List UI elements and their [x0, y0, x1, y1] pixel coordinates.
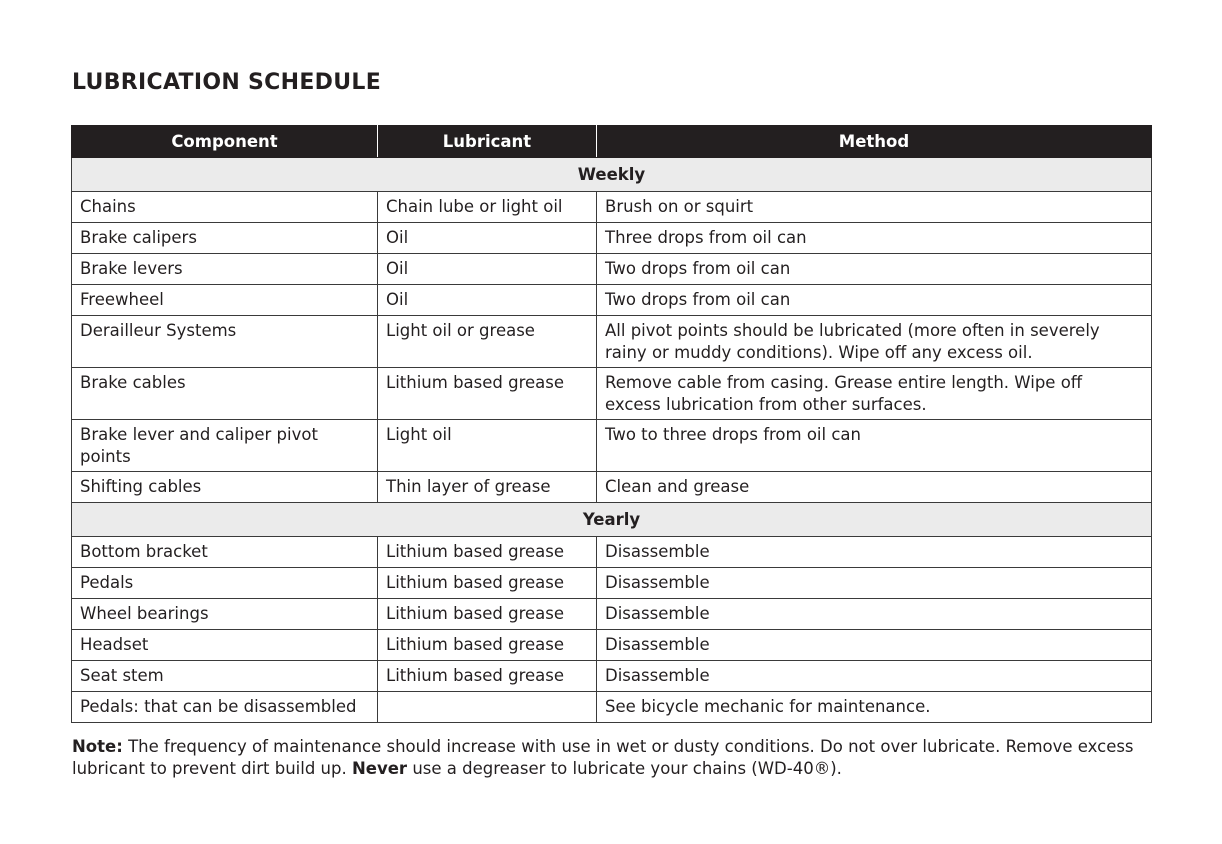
lubricant-cell: Lithium based grease: [378, 537, 597, 568]
lubricant-cell: Chain lube or light oil: [378, 192, 597, 223]
section-row: [72, 158, 1152, 192]
component-cell: Brake levers: [72, 254, 378, 285]
table-row: [72, 537, 1152, 568]
component-cell: Brake cables: [72, 368, 378, 420]
lubricant-cell: Lithium based grease: [378, 599, 597, 630]
table-body: [72, 158, 1152, 723]
lubricant-cell: Lithium based grease: [378, 630, 597, 661]
component-cell: Headset: [72, 630, 378, 661]
footnote: [72, 736, 1152, 780]
table-row: [72, 661, 1152, 692]
method-cell: Clean and grease: [597, 472, 1152, 503]
component-cell: Shifting cables: [72, 472, 378, 503]
lubricant-cell: Lithium based grease: [378, 661, 597, 692]
section-label: Yearly: [72, 503, 1152, 537]
section-label: Weekly: [72, 158, 1152, 192]
table-row: [72, 223, 1152, 254]
table-header-row: [72, 126, 1152, 158]
component-cell: Chains: [72, 192, 378, 223]
table-row: [72, 568, 1152, 599]
component-cell: Bottom bracket: [72, 537, 378, 568]
table-row: [72, 316, 1152, 368]
method-cell: All pivot points should be lubricated (more often in severely rainy or muddy conditions). Wipe off any excess oil.: [597, 316, 1152, 368]
method-cell: Disassemble: [597, 599, 1152, 630]
method-cell: Disassemble: [597, 661, 1152, 692]
table-row: [72, 472, 1152, 503]
method-cell: Two drops from oil can: [597, 254, 1152, 285]
component-cell: Wheel bearings: [72, 599, 378, 630]
section-row: [72, 503, 1152, 537]
table-row: [72, 368, 1152, 420]
method-cell: Brush on or squirt: [597, 192, 1152, 223]
component-cell: Pedals: that can be disassembled: [72, 692, 378, 723]
page-title: LUBRICATION SCHEDULE: [72, 70, 382, 95]
lubricant-cell: Lithium based grease: [378, 568, 597, 599]
method-cell: Disassemble: [597, 568, 1152, 599]
component-cell: Brake lever and caliper pivot points: [72, 420, 378, 472]
note-emphasis: Never: [351, 759, 408, 778]
table-row: [72, 192, 1152, 223]
method-cell: Disassemble: [597, 630, 1152, 661]
table-row: [72, 599, 1152, 630]
lubricant-cell: Light oil: [378, 420, 597, 472]
note-label: Note:: [72, 737, 123, 756]
header-lubricant: Lubricant: [378, 126, 597, 158]
lubricant-cell: Oil: [378, 223, 597, 254]
component-cell: Seat stem: [72, 661, 378, 692]
component-cell: Pedals: [72, 568, 378, 599]
table-row: [72, 630, 1152, 661]
header-method: Method: [597, 126, 1152, 158]
table-row: [72, 692, 1152, 723]
table-row: [72, 420, 1152, 472]
method-cell: Two to three drops from oil can: [597, 420, 1152, 472]
method-cell: Remove cable from casing. Grease entire length. Wipe off excess lubrication from other surfaces.: [597, 368, 1152, 420]
method-cell: Three drops from oil can: [597, 223, 1152, 254]
note-text-1: The frequency of maintenance should increase with use in wet or dusty conditions. Do not over lubricate. Remove excess lubricant to prevent dirt build up.: [72, 737, 1134, 778]
component-cell: Brake calipers: [72, 223, 378, 254]
table-row: [72, 254, 1152, 285]
component-cell: Derailleur Systems: [72, 316, 378, 368]
lubricant-cell: [378, 692, 597, 723]
header-component: Component: [72, 126, 378, 158]
method-cell: Two drops from oil can: [597, 285, 1152, 316]
method-cell: Disassemble: [597, 537, 1152, 568]
lubricant-cell: Thin layer of grease: [378, 472, 597, 503]
method-cell: See bicycle mechanic for maintenance.: [597, 692, 1152, 723]
note-text-2: use a degreaser to lubricate your chains (WD-40®).: [407, 759, 842, 778]
lubricant-cell: Oil: [378, 254, 597, 285]
lubricant-cell: Light oil or grease: [378, 316, 597, 368]
component-cell: Freewheel: [72, 285, 378, 316]
lubrication-table: [71, 125, 1152, 723]
lubricant-cell: Lithium based grease: [378, 368, 597, 420]
lubricant-cell: Oil: [378, 285, 597, 316]
table-row: [72, 285, 1152, 316]
